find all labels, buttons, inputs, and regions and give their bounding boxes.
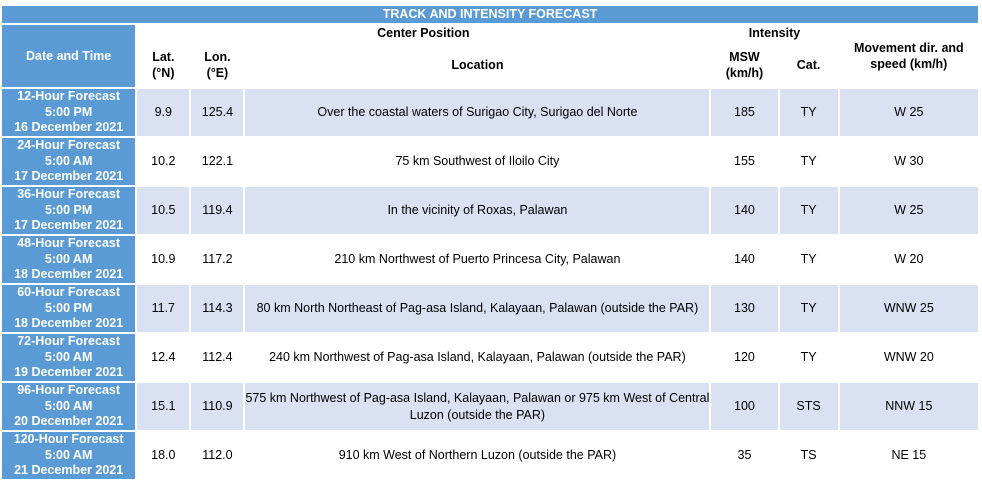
- location-cell: 240 km Northwest of Pag-asa Island, Kalayaan, Palawan (outside the PAR): [245, 334, 709, 381]
- latitude-cell: 15.1: [137, 383, 189, 430]
- lat-header-line2: (°N): [152, 66, 175, 80]
- msw-cell: 130: [711, 285, 777, 332]
- msw-header-line1: MSW: [729, 50, 760, 64]
- msw-cell: 185: [711, 89, 777, 136]
- category-header: Cat.: [780, 43, 838, 87]
- lat-header-line1: Lat.: [152, 50, 175, 64]
- location-cell: 575 km Northwest of Pag-asa Island, Kalayaan, Palawan or 975 km West of Central Luzon (outside the PAR): [245, 383, 709, 430]
- longitude-cell: 122.1: [191, 138, 243, 185]
- movement-cell: W 30: [840, 138, 978, 185]
- forecast-period: 48-Hour Forecast: [17, 236, 121, 251]
- table-title: TRACK AND INTENSITY FORECAST: [2, 6, 978, 23]
- latitude-cell: 10.9: [137, 236, 189, 283]
- location-header: Location: [245, 43, 709, 87]
- table-row: [2, 138, 978, 185]
- longitude-cell: 112.0: [191, 432, 243, 479]
- movement-cell: W 20: [840, 236, 978, 283]
- category-cell: TY: [780, 89, 838, 136]
- longitude-cell: 117.2: [191, 236, 243, 283]
- msw-cell: 120: [711, 334, 777, 381]
- forecast-time: 5:00 AM: [44, 153, 93, 168]
- forecast-period: 120-Hour Forecast: [13, 432, 124, 447]
- movement-cell: W 25: [840, 89, 978, 136]
- forecast-date: 17 December 2021: [14, 218, 124, 233]
- forecast-datetime-cell: [2, 187, 135, 234]
- msw-header-line2: (km/h): [725, 66, 764, 80]
- lat-header: [137, 43, 189, 87]
- msw-cell: 35: [711, 432, 777, 479]
- forecast-period: 24-Hour Forecast: [17, 138, 121, 153]
- forecast-datetime-cell: [2, 89, 135, 136]
- forecast-period: 36-Hour Forecast: [17, 187, 121, 202]
- forecast-time: 5:00 AM: [44, 349, 93, 364]
- center-position-header: Center Position: [137, 25, 709, 41]
- forecast-datetime-cell: [2, 383, 135, 430]
- lon-header-line2: (°E): [206, 66, 229, 80]
- forecast-date: 21 December 2021: [14, 463, 124, 478]
- latitude-cell: 11.7: [137, 285, 189, 332]
- forecast-rows: [2, 89, 978, 479]
- latitude-cell: 12.4: [137, 334, 189, 381]
- table-row: [2, 432, 978, 479]
- forecast-time: 5:00 AM: [44, 251, 93, 266]
- latitude-cell: 18.0: [137, 432, 189, 479]
- msw-cell: 140: [711, 187, 777, 234]
- category-cell: TY: [780, 236, 838, 283]
- forecast-date: 19 December 2021: [14, 365, 124, 380]
- table-row: [2, 383, 978, 430]
- forecast-time: 5:00 AM: [44, 447, 93, 462]
- date-time-header: Date and Time: [2, 25, 135, 87]
- table-row: [2, 89, 978, 136]
- forecast-time: 5:00 PM: [45, 104, 93, 119]
- forecast-time: 5:00 AM: [44, 398, 93, 413]
- location-cell: 75 km Southwest of Iloilo City: [245, 138, 709, 185]
- category-cell: TY: [780, 334, 838, 381]
- forecast-period: 96-Hour Forecast: [17, 383, 121, 398]
- forecast-date: 20 December 2021: [14, 414, 124, 429]
- location-cell: In the vicinity of Roxas, Palawan: [245, 187, 709, 234]
- category-cell: TY: [780, 285, 838, 332]
- latitude-cell: 10.2: [137, 138, 189, 185]
- longitude-cell: 125.4: [191, 89, 243, 136]
- lon-header: [191, 43, 243, 87]
- movement-header-line2: speed (km/h): [870, 57, 948, 71]
- location-cell: 80 km North Northeast of Pag-asa Island, Kalayaan, Palawan (outside the PAR): [245, 285, 709, 332]
- longitude-cell: 110.9: [191, 383, 243, 430]
- forecast-date: 18 December 2021: [14, 267, 124, 282]
- latitude-cell: 10.5: [137, 187, 189, 234]
- forecast-datetime-cell: [2, 432, 135, 479]
- longitude-cell: 114.3: [191, 285, 243, 332]
- table-row: [2, 334, 978, 381]
- forecast-time: 5:00 PM: [45, 300, 93, 315]
- forecast-period: 72-Hour Forecast: [17, 334, 121, 349]
- forecast-date: 16 December 2021: [14, 120, 124, 135]
- movement-header: [840, 25, 978, 87]
- longitude-cell: 112.4: [191, 334, 243, 381]
- msw-cell: 140: [711, 236, 777, 283]
- table-row: [2, 236, 978, 283]
- category-cell: TY: [780, 187, 838, 234]
- msw-cell: 155: [711, 138, 777, 185]
- longitude-cell: 119.4: [191, 187, 243, 234]
- forecast-period: 12-Hour Forecast: [17, 89, 121, 104]
- forecast-datetime-cell: [2, 285, 135, 332]
- forecast-date: 17 December 2021: [14, 169, 124, 184]
- location-cell: Over the coastal waters of Surigao City, Surigao del Norte: [245, 89, 709, 136]
- forecast-date: 18 December 2021: [14, 316, 124, 331]
- movement-cell: W 25: [840, 187, 978, 234]
- table-row: [2, 285, 978, 332]
- msw-cell: 100: [711, 383, 777, 430]
- track-intensity-forecast-table: [0, 4, 980, 481]
- intensity-header: Intensity: [711, 25, 837, 41]
- forecast-period: 60-Hour Forecast: [17, 285, 121, 300]
- location-cell: 210 km Northwest of Puerto Princesa City, Palawan: [245, 236, 709, 283]
- movement-cell: NNW 15: [840, 383, 978, 430]
- latitude-cell: 9.9: [137, 89, 189, 136]
- movement-cell: WNW 20: [840, 334, 978, 381]
- category-cell: TS: [780, 432, 838, 479]
- forecast-datetime-cell: [2, 236, 135, 283]
- category-cell: STS: [780, 383, 838, 430]
- movement-header-line1: Movement dir. and: [853, 41, 964, 55]
- lon-header-line1: Lon.: [204, 50, 231, 64]
- movement-cell: NE 15: [840, 432, 978, 479]
- movement-cell: WNW 25: [840, 285, 978, 332]
- forecast-datetime-cell: [2, 138, 135, 185]
- category-cell: TY: [780, 138, 838, 185]
- msw-header: [711, 43, 777, 87]
- forecast-time: 5:00 PM: [45, 202, 93, 217]
- table-row: [2, 187, 978, 234]
- forecast-datetime-cell: [2, 334, 135, 381]
- location-cell: 910 km West of Northern Luzon (outside the PAR): [245, 432, 709, 479]
